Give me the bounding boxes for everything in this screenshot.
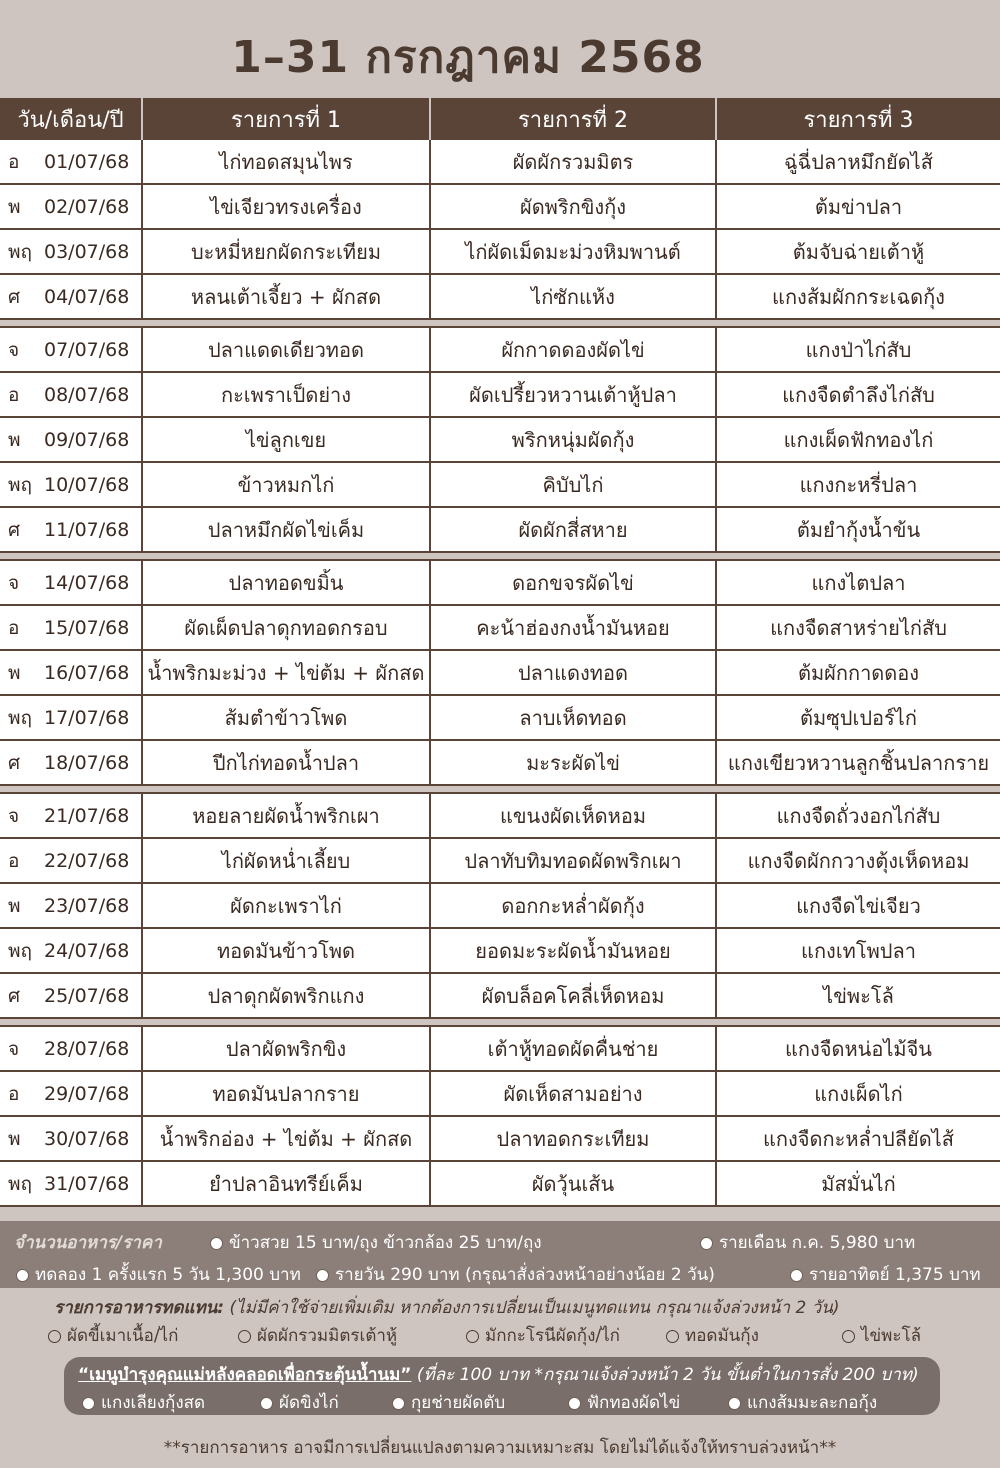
date-cell [0, 1161, 142, 1206]
radio-icon [260, 1397, 273, 1410]
menu-table [0, 98, 1000, 1207]
date-label: 30/07/68 [44, 1127, 130, 1150]
radio-icon [700, 1237, 713, 1250]
menu-item-3: แกงจืดไข่เจียว [716, 883, 1000, 928]
date-label: 29/07/68 [44, 1082, 130, 1105]
date-cell [0, 140, 142, 184]
weekday-label: พฤ [8, 939, 33, 962]
menu-item-1: ข้าวหมกไก่ [142, 462, 430, 507]
menu-item-3: แกงเผ็ดไก่ [716, 1071, 1000, 1116]
menu-item-2: ปลาแดงทอด [430, 650, 716, 695]
weekday-label: พ [8, 195, 21, 218]
menu-item-3: แกงไตปลา [716, 560, 1000, 605]
date-label: 04/07/68 [44, 285, 130, 308]
date-label: 15/07/68 [44, 616, 130, 639]
menu-item-2: ผัดผักรวมมิตร [430, 140, 716, 184]
menu-item-1: ปีกไก่ทอดน้ำปลา [142, 740, 430, 785]
menu-item-2: เต้าหู้ทอดผัดคื่นช่าย [430, 1026, 716, 1071]
table-row [0, 793, 1000, 838]
weekday-label: อ [8, 383, 20, 406]
table-row [0, 1026, 1000, 1071]
menu-item-3: ต้มข่าปลา [716, 184, 1000, 229]
weekday-label: ศ [8, 518, 21, 541]
menu-item-2: คะน้าฮ่องกงน้ำมันหอย [430, 605, 716, 650]
date-cell [0, 417, 142, 462]
table-row [0, 838, 1000, 883]
menu-item-1: ปลาทอดขมิ้น [142, 560, 430, 605]
footnote: **รายการอาหาร อาจมีการเปลี่ยนแปลงตามความเหมาะสม โดยไม่ได้แจ้งให้ทราบล่วงหน้า** [163, 1438, 837, 1458]
radio-icon [210, 1237, 223, 1250]
radio-icon [316, 1269, 329, 1282]
date-cell [0, 462, 142, 507]
radio-icon [842, 1330, 855, 1343]
weekday-label: อ [8, 150, 20, 173]
menu-item-2: ดอกขจรผัดไข่ [430, 560, 716, 605]
menu-item-1: ปลาแดดเดียวทอด [142, 327, 430, 372]
table-row [0, 973, 1000, 1018]
date-label: 17/07/68 [44, 706, 130, 729]
menu-item-3: แกงเทโพปลา [716, 928, 1000, 973]
menu-item-2: ไก่ซักแห้ง [430, 274, 716, 319]
alternative-option[interactable]: มักกะโรนีผัดกุ้ง/ไก่ [466, 1322, 620, 1349]
page-title: 1–31 กรกฎาคม 2568 [231, 32, 705, 83]
date-cell [0, 973, 142, 1018]
menu-item-1: ปลาดุกผัดพริกแกง [142, 973, 430, 1018]
menu-item-3: แกงเผ็ดฟักทองไก่ [716, 417, 1000, 462]
menu-item-1: หอยลายผัดน้ำพริกเผา [142, 793, 430, 838]
menu-item-3: ฉู่ฉี่ปลาหมึกยัดไส้ [716, 140, 1000, 184]
weekday-label: พ [8, 428, 21, 451]
alternative-option[interactable]: ทอดมันกุ้ง [666, 1322, 759, 1349]
pricing-box [0, 1221, 1000, 1288]
date-cell [0, 274, 142, 319]
table-header-row [0, 98, 1000, 140]
header-item-3: รายการที่ 3 [716, 98, 1000, 140]
menu-item-3: แกงจืดถั่วงอกไก่สับ [716, 793, 1000, 838]
week-separator [0, 785, 1000, 793]
menu-item-2: ไก่ผัดเม็ดมะม่วงหิมพานต์ [430, 229, 716, 274]
week-separator [0, 319, 1000, 327]
menu-item-1: น้ำพริกอ่อง + ไข่ต้ม + ผักสด [142, 1116, 430, 1161]
pricing-heading: จำนวนอาหาร/ราคา [14, 1233, 162, 1253]
menu-item-2: ผัดวุ้นเส้น [430, 1161, 716, 1206]
weekday-label: อ [8, 616, 20, 639]
menu-item-1: ไข่เจียวทรงเครื่อง [142, 184, 430, 229]
radio-icon [666, 1330, 679, 1343]
menu-item-2: ปลาทับทิมทอดผัดพริกเผา [430, 838, 716, 883]
date-cell [0, 1071, 142, 1116]
menu-item-3: ต้มยำกุ้งน้ำข้น [716, 507, 1000, 552]
date-cell [0, 793, 142, 838]
week-separator [0, 552, 1000, 560]
table-row [0, 140, 1000, 184]
alternative-option[interactable]: ผัดผักรวมมิตรเต้าหู้ [238, 1322, 397, 1349]
table-row [0, 327, 1000, 372]
table-row [0, 507, 1000, 552]
table-row [0, 184, 1000, 229]
date-label: 22/07/68 [44, 849, 130, 872]
menu-item-3: มัสมั่นไก่ [716, 1161, 1000, 1206]
radio-icon [48, 1330, 61, 1343]
daily-price-option[interactable]: รายวัน 290 บาท (กรุณาสั่งล่วงหน้าอย่างน้อย 2 วัน) [316, 1261, 715, 1288]
date-label: 03/07/68 [44, 240, 130, 263]
table-row [0, 1071, 1000, 1116]
menu-item-1: ไข่ลูกเขย [142, 417, 430, 462]
menu-item-1: ส้มตำข้าวโพด [142, 695, 430, 740]
menu-item-3: แกงจืดตำลึงไก่สับ [716, 372, 1000, 417]
radio-icon [392, 1397, 405, 1410]
menu-item-2: แขนงผัดเห็ดหอม [430, 793, 716, 838]
table-row [0, 372, 1000, 417]
header-date: วัน/เดือน/ปี [0, 98, 142, 140]
menu-item-3: ต้มผักกาดดอง [716, 650, 1000, 695]
table-row [0, 417, 1000, 462]
radio-icon [568, 1397, 581, 1410]
date-cell [0, 184, 142, 229]
postpartum-option[interactable]: ผัดขิงไก่ [260, 1389, 339, 1416]
header-item-1: รายการที่ 1 [142, 98, 430, 140]
date-cell [0, 740, 142, 785]
date-label: 24/07/68 [44, 939, 130, 962]
menu-item-3: แกงป่าไก่สับ [716, 327, 1000, 372]
weekday-label: พฤ [8, 240, 33, 263]
date-label: 07/07/68 [44, 338, 130, 361]
menu-item-1: ทอดมันข้าวโพด [142, 928, 430, 973]
table-row [0, 695, 1000, 740]
date-cell [0, 372, 142, 417]
menu-item-2: ยอดมะระผัดน้ำมันหอย [430, 928, 716, 973]
menu-item-3: แกงจืดหน่อไม้จีน [716, 1026, 1000, 1071]
weekday-label: จ [8, 571, 20, 594]
date-label: 14/07/68 [44, 571, 130, 594]
postpartum-box [64, 1357, 940, 1415]
menu-item-2: ปลาทอดกระเทียม [430, 1116, 716, 1161]
menu-item-3: ต้มจับฉ่ายเต้าหู้ [716, 229, 1000, 274]
weekday-label: พ [8, 1127, 21, 1150]
date-cell [0, 560, 142, 605]
date-cell [0, 838, 142, 883]
weekday-label: พ [8, 661, 21, 684]
menu-item-3: แกงจืดกะหล่ำปลียัดไส้ [716, 1116, 1000, 1161]
date-label: 09/07/68 [44, 428, 130, 451]
table-row [0, 560, 1000, 605]
weekday-label: พ [8, 894, 21, 917]
menu-item-2: คิบับไก่ [430, 462, 716, 507]
menu-item-1: ยำปลาอินทรีย์เค็ม [142, 1161, 430, 1206]
date-cell [0, 605, 142, 650]
menu-item-2: พริกหนุ่มผัดกุ้ง [430, 417, 716, 462]
weekday-label: จ [8, 1037, 20, 1060]
radio-icon [790, 1269, 803, 1282]
date-label: 01/07/68 [44, 150, 130, 173]
date-label: 28/07/68 [44, 1037, 130, 1060]
weekday-label: ศ [8, 751, 21, 774]
date-label: 02/07/68 [44, 195, 130, 218]
menu-item-1: ปลาหมึกผัดไข่เค็ม [142, 507, 430, 552]
date-cell [0, 650, 142, 695]
date-label: 16/07/68 [44, 661, 130, 684]
radio-icon [82, 1397, 95, 1410]
header-item-2: รายการที่ 2 [430, 98, 716, 140]
table-row [0, 462, 1000, 507]
menu-item-3: ต้มซุปเปอร์ไก่ [716, 695, 1000, 740]
postpartum-header: “เมนูบำรุงคุณแม่หลังคลอดเพื่อกระตุ้นน้ำนม” (ที่ละ 100 บาท *กรุณาแจ้งล่วงหน้า 2 วัน ขั้นต่ำในการสั่ง 200 บาท) [78, 1365, 919, 1385]
date-label: 21/07/68 [44, 804, 130, 827]
menu-item-2: มะระผัดไข่ [430, 740, 716, 785]
weekday-label: อ [8, 849, 20, 872]
weekday-label: ศ [8, 285, 21, 308]
alternative-option[interactable]: ไข่พะโล้ [842, 1322, 921, 1349]
date-label: 25/07/68 [44, 984, 130, 1007]
date-label: 23/07/68 [44, 894, 130, 917]
date-label: 11/07/68 [44, 518, 130, 541]
menu-item-1: น้ำพริกมะม่วง + ไข่ต้ม + ผักสด [142, 650, 430, 695]
date-label: 08/07/68 [44, 383, 130, 406]
date-label: 18/07/68 [44, 751, 130, 774]
menu-body [0, 140, 1000, 1206]
date-label: 31/07/68 [44, 1172, 130, 1195]
date-cell [0, 507, 142, 552]
weekday-label: จ [8, 338, 20, 361]
week-separator [0, 1018, 1000, 1026]
alternatives-header: รายการอาหารทดแทน: (ไม่มีค่าใช้จ่ายเพิ่มเติม หากต้องการเปลี่ยนเป็นเมนูทดแทน กรุณาแจ้งล่วงหน้า 2 วัน) [54, 1298, 840, 1318]
alternatives-section [0, 1290, 1000, 1350]
date-label: 10/07/68 [44, 473, 130, 496]
radio-icon [238, 1330, 251, 1343]
table-row [0, 883, 1000, 928]
weekly-price-option[interactable]: รายอาทิตย์ 1,375 บาท [790, 1261, 981, 1288]
date-cell [0, 928, 142, 973]
menu-item-3: แกงกะหรี่ปลา [716, 462, 1000, 507]
date-cell [0, 1116, 142, 1161]
menu-item-3: ไข่พะโล้ [716, 973, 1000, 1018]
radio-icon [728, 1397, 741, 1410]
menu-item-2: ลาบเห็ดทอด [430, 695, 716, 740]
menu-item-1: ปลาผัดพริกขิง [142, 1026, 430, 1071]
menu-item-1: กะเพราเป็ดย่าง [142, 372, 430, 417]
menu-item-2: ผัดบล็อคโคลี่เห็ดหอม [430, 973, 716, 1018]
menu-item-3: แกงส้มผักกระเฉดกุ้ง [716, 274, 1000, 319]
menu-item-2: ผัดเห็ดสามอย่าง [430, 1071, 716, 1116]
weekday-label: จ [8, 804, 20, 827]
postpartum-option[interactable]: แกงเลียงกุ้งสด [82, 1389, 205, 1416]
table-row [0, 1161, 1000, 1206]
menu-item-3: แกงจืดผักกวางตุ้งเห็ดหอม [716, 838, 1000, 883]
weekday-label: อ [8, 1082, 20, 1105]
table-row [0, 229, 1000, 274]
monthly-price-option[interactable]: รายเดือน ก.ค. 5,980 บาท [700, 1229, 915, 1256]
menu-item-1: หลนเต้าเจี้ยว + ผักสด [142, 274, 430, 319]
table-row [0, 650, 1000, 695]
weekday-label: พฤ [8, 1172, 33, 1195]
radio-icon [16, 1269, 29, 1282]
date-cell [0, 327, 142, 372]
postpartum-option[interactable]: ฟักทองผัดไข่ [568, 1389, 680, 1416]
menu-item-2: ดอกกะหล่ำผัดกุ้ง [430, 883, 716, 928]
menu-item-3: แกงเขียวหวานลูกชิ้นปลากราย [716, 740, 1000, 785]
menu-item-1: บะหมี่หยกผัดกระเทียม [142, 229, 430, 274]
date-cell [0, 883, 142, 928]
weekday-label: พฤ [8, 706, 33, 729]
menu-item-1: ผัดกะเพราไก่ [142, 883, 430, 928]
date-cell [0, 695, 142, 740]
postpartum-option[interactable]: แกงส้มมะละกอกุ้ง [728, 1389, 877, 1416]
trial-price-option[interactable]: ทดลอง 1 ครั้งแรก 5 วัน 1,300 บาท [16, 1261, 301, 1288]
menu-item-2: ผัดเปรี้ยวหวานเต้าหู้ปลา [430, 372, 716, 417]
weekday-label: ศ [8, 984, 21, 1007]
table-row [0, 928, 1000, 973]
menu-item-2: ผัดผักสี่สหาย [430, 507, 716, 552]
menu-item-1: ไก่ทอดสมุนไพร [142, 140, 430, 184]
table-row [0, 274, 1000, 319]
date-cell [0, 229, 142, 274]
table-row [0, 1116, 1000, 1161]
date-cell [0, 1026, 142, 1071]
menu-item-1: ไก่ผัดหน่ำเลี้ยบ [142, 838, 430, 883]
menu-item-2: ผัดพริกขิงกุ้ง [430, 184, 716, 229]
menu-item-3: แกงจืดสาหร่ายไก่สับ [716, 605, 1000, 650]
weekday-label: พฤ [8, 473, 33, 496]
menu-item-2: ผักกาดดองผัดไข่ [430, 327, 716, 372]
rice-price-option[interactable]: ข้าวสวย 15 บาท/ถุง ข้าวกล้อง 25 บาท/ถุง [210, 1229, 542, 1256]
menu-item-1: ผัดเผ็ดปลาดุกทอดกรอบ [142, 605, 430, 650]
table-row [0, 605, 1000, 650]
alternative-option[interactable]: ผัดขี้เมาเนื้อ/ไก่ [48, 1322, 178, 1349]
menu-item-1: ทอดมันปลากราย [142, 1071, 430, 1116]
radio-icon [466, 1330, 479, 1343]
postpartum-option[interactable]: กุยช่ายผัดตับ [392, 1389, 505, 1416]
table-row [0, 740, 1000, 785]
